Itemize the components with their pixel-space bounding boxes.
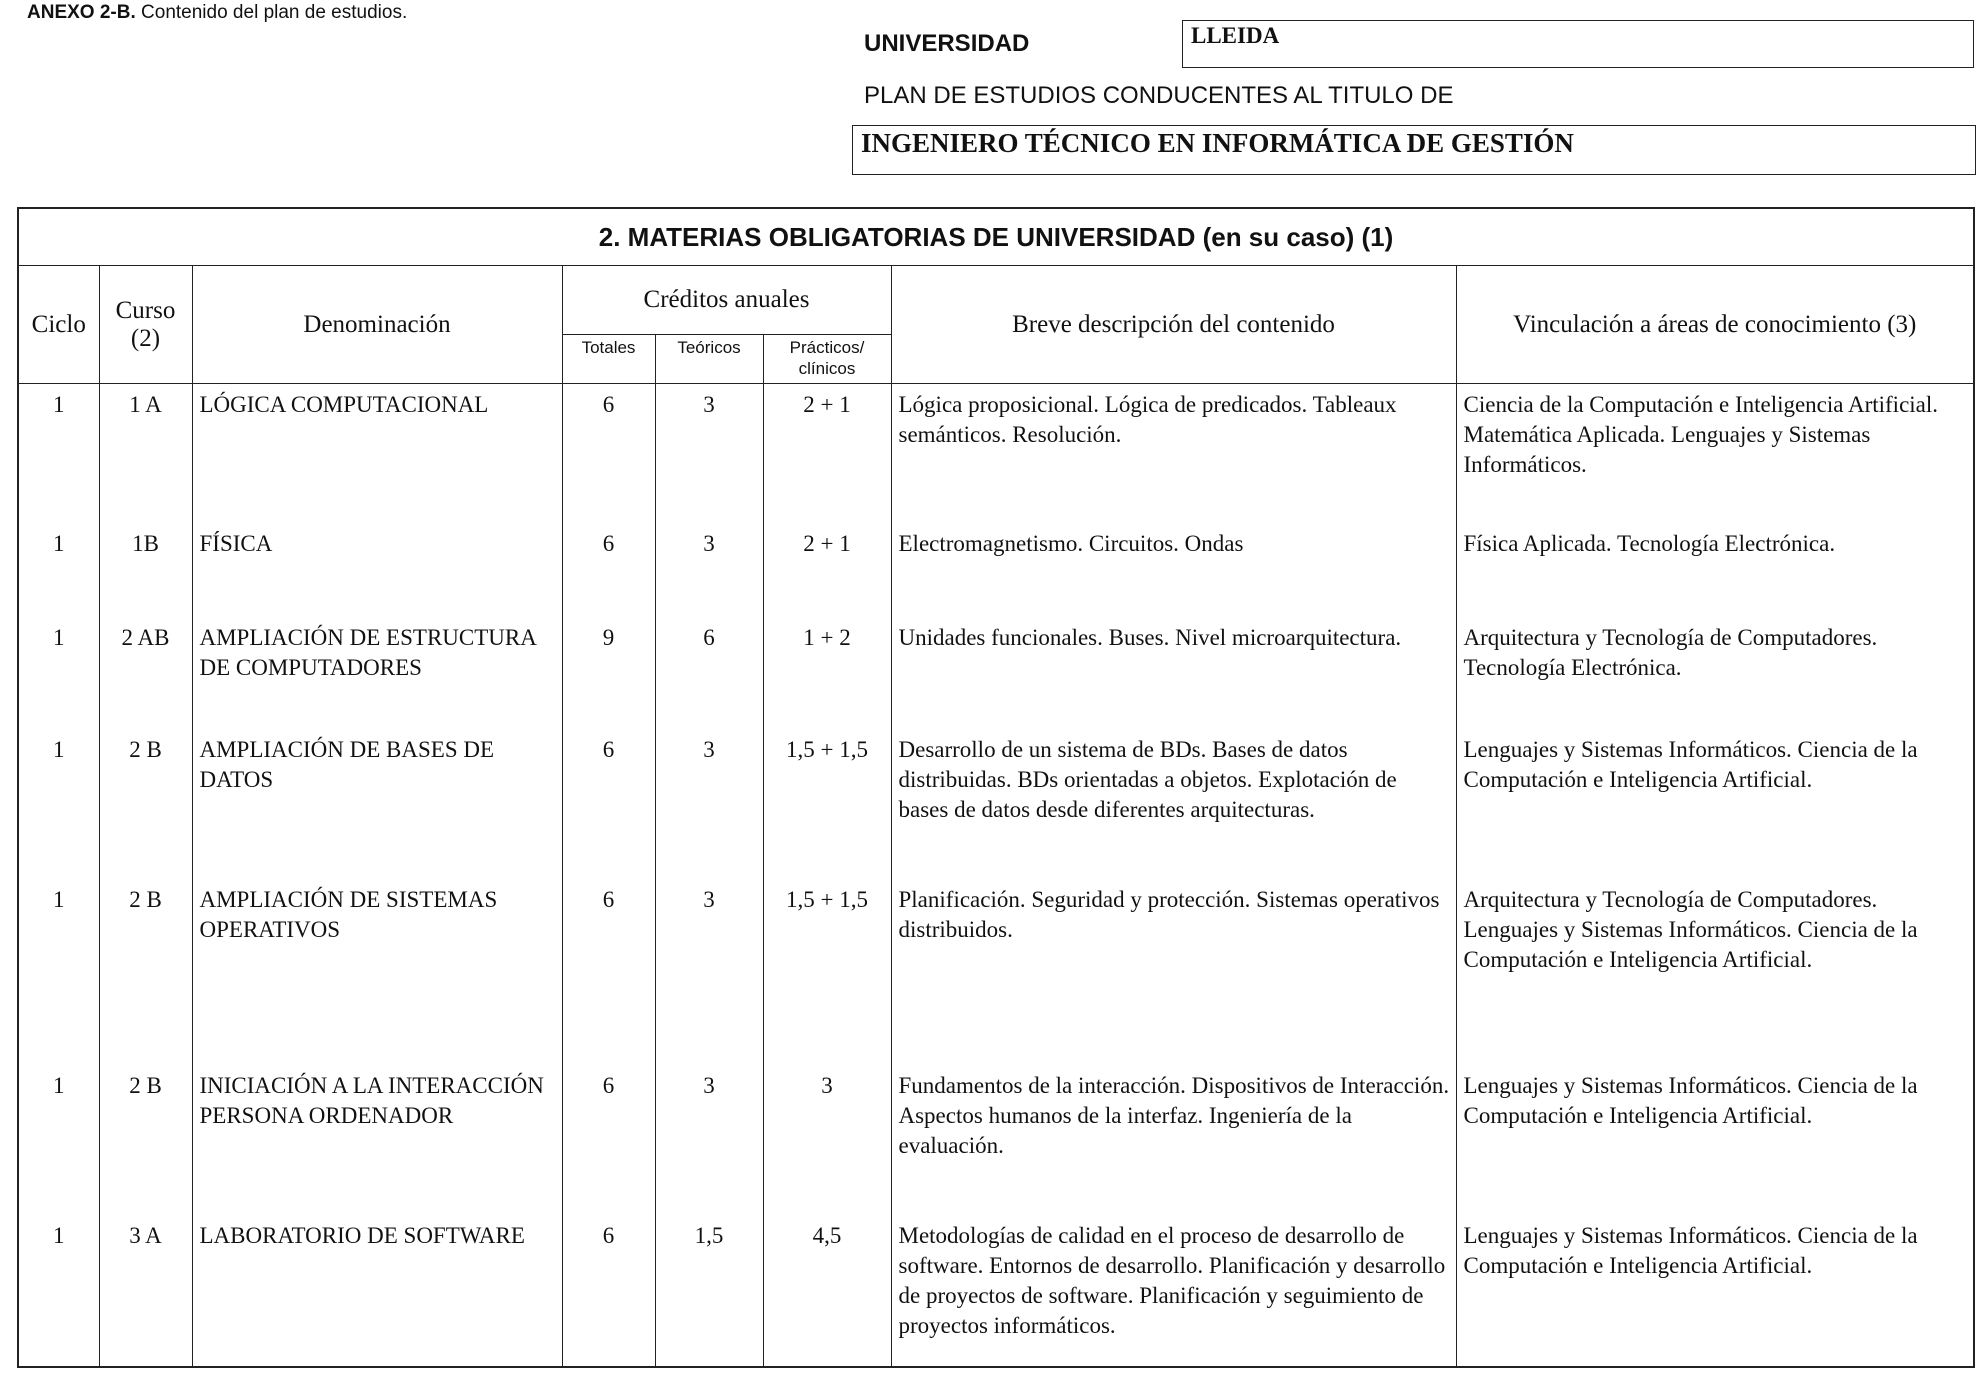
cell-teoricos: 6 bbox=[655, 617, 763, 729]
cell-denominacion: AMPLIACIÓN DE SISTEMAS OPERATIVOS bbox=[192, 879, 562, 1065]
annex-heading bbox=[27, 2, 407, 24]
cell-vinculacion: Arquitectura y Tecnología de Computadores. Tecnología Electrónica. bbox=[1456, 617, 1974, 729]
cell-totales: 9 bbox=[562, 617, 655, 729]
header-ciclo: Ciclo bbox=[18, 266, 99, 384]
cell-teoricos: 3 bbox=[655, 729, 763, 879]
cell-practicos: 1,5 + 1,5 bbox=[763, 879, 891, 1065]
cell-teoricos: 1,5 bbox=[655, 1215, 763, 1367]
cell-descripcion: Fundamentos de la interacción. Dispositivos de Interacción. Aspectos humanos de la interfaz. Ingeniería de la evaluación. bbox=[891, 1065, 1456, 1215]
cell-descripcion: Desarrollo de un sistema de BDs. Bases de datos distribuidas. BDs orientadas a objetos. Explotación de bases de datos desde diferentes arquitecturas. bbox=[891, 729, 1456, 879]
cell-descripcion: Planificación. Seguridad y protección. Sistemas operativos distribuidos. bbox=[891, 879, 1456, 1065]
table-row bbox=[18, 384, 1974, 523]
header-curso-label: Curso bbox=[115, 296, 176, 324]
cell-practicos: 3 bbox=[763, 1065, 891, 1215]
cell-descripcion: Electromagnetismo. Circuitos. Ondas bbox=[891, 523, 1456, 617]
header-descripcion: Breve descripción del contenido bbox=[891, 266, 1456, 384]
plan-label: PLAN DE ESTUDIOS CONDUCENTES AL TITULO DE bbox=[864, 82, 1454, 109]
cell-teoricos: 3 bbox=[655, 384, 763, 523]
cell-curso: 1B bbox=[99, 523, 192, 617]
header-totales: Totales bbox=[562, 335, 655, 384]
university-label: UNIVERSIDAD bbox=[864, 30, 1030, 57]
degree-field bbox=[852, 125, 1976, 175]
cell-denominacion: INICIACIÓN A LA INTERACCIÓN PERSONA ORDENADOR bbox=[192, 1065, 562, 1215]
annex-label: ANEXO 2-B. bbox=[27, 2, 136, 23]
cell-vinculacion: Arquitectura y Tecnología de Computadores. Lenguajes y Sistemas Informáticos. Ciencia de la Computación e Inteligencia Artificial. bbox=[1456, 879, 1974, 1065]
cell-totales: 6 bbox=[562, 1065, 655, 1215]
cell-teoricos: 3 bbox=[655, 879, 763, 1065]
cell-totales: 6 bbox=[562, 1215, 655, 1367]
cell-ciclo: 1 bbox=[18, 523, 99, 617]
cell-denominacion: AMPLIACIÓN DE ESTRUCTURA DE COMPUTADORES bbox=[192, 617, 562, 729]
cell-ciclo: 1 bbox=[18, 1065, 99, 1215]
annex-text: Contenido del plan de estudios. bbox=[135, 2, 408, 23]
table-row bbox=[18, 729, 1974, 879]
cell-curso: 2 B bbox=[99, 729, 192, 879]
cell-teoricos: 3 bbox=[655, 1065, 763, 1215]
header-practicos: Prácticos/ clínicos bbox=[763, 335, 891, 384]
cell-practicos: 4,5 bbox=[763, 1215, 891, 1367]
cell-practicos: 2 + 1 bbox=[763, 384, 891, 523]
cell-descripcion: Metodologías de calidad en el proceso de desarrollo de software. Entornos de desarrollo. Planificación y desarrollo de proyectos de software. Planificación y seguimiento de proyectos informáticos. bbox=[891, 1215, 1456, 1367]
cell-curso: 2 B bbox=[99, 879, 192, 1065]
cell-vinculacion: Física Aplicada. Tecnología Electrónica. bbox=[1456, 523, 1974, 617]
cell-curso: 2 B bbox=[99, 1065, 192, 1215]
cell-ciclo: 1 bbox=[18, 729, 99, 879]
cell-descripcion: Lógica proposicional. Lógica de predicados. Tableaux semánticos. Resolución. bbox=[891, 384, 1456, 523]
cell-curso: 1 A bbox=[99, 384, 192, 523]
table-row bbox=[18, 879, 1974, 1065]
table-row bbox=[18, 1065, 1974, 1215]
cell-totales: 6 bbox=[562, 384, 655, 523]
header-curso-note: (2) bbox=[130, 324, 161, 352]
university-field bbox=[1182, 20, 1974, 68]
cell-totales: 6 bbox=[562, 729, 655, 879]
cell-practicos: 2 + 1 bbox=[763, 523, 891, 617]
cell-descripcion: Unidades funcionales. Buses. Nivel microarquitectura. bbox=[891, 617, 1456, 729]
cell-ciclo: 1 bbox=[18, 879, 99, 1065]
cell-curso: 2 AB bbox=[99, 617, 192, 729]
table-row bbox=[18, 523, 1974, 617]
header-vinculacion: Vinculación a áreas de conocimiento (3) bbox=[1456, 266, 1974, 384]
table-row bbox=[18, 1215, 1974, 1367]
cell-ciclo: 1 bbox=[18, 384, 99, 523]
cell-ciclo: 1 bbox=[18, 1215, 99, 1367]
cell-denominacion: LÓGICA COMPUTACIONAL bbox=[192, 384, 562, 523]
header-denominacion: Denominación bbox=[192, 266, 562, 384]
cell-ciclo: 1 bbox=[18, 617, 99, 729]
cell-denominacion: LABORATORIO DE SOFTWARE bbox=[192, 1215, 562, 1367]
cell-vinculacion: Lenguajes y Sistemas Informáticos. Ciencia de la Computación e Inteligencia Artificial. bbox=[1456, 1065, 1974, 1215]
section-title: 2. MATERIAS OBLIGATORIAS DE UNIVERSIDAD (en su caso) (1) bbox=[18, 208, 1974, 266]
university-value: LLEIDA bbox=[1191, 23, 1280, 48]
cell-curso: 3 A bbox=[99, 1215, 192, 1367]
cell-totales: 6 bbox=[562, 523, 655, 617]
cell-vinculacion: Lenguajes y Sistemas Informáticos. Ciencia de la Computación e Inteligencia Artificial. bbox=[1456, 1215, 1974, 1367]
header-creditos: Créditos anuales bbox=[562, 266, 891, 335]
cell-totales: 6 bbox=[562, 879, 655, 1065]
cell-practicos: 1,5 + 1,5 bbox=[763, 729, 891, 879]
cell-denominacion: FÍSICA bbox=[192, 523, 562, 617]
header-teoricos: Teóricos bbox=[655, 335, 763, 384]
table-row bbox=[18, 617, 1974, 729]
cell-vinculacion: Lenguajes y Sistemas Informáticos. Ciencia de la Computación e Inteligencia Artificial. bbox=[1456, 729, 1974, 879]
subjects-table bbox=[17, 207, 1975, 1368]
degree-value: INGENIERO TÉCNICO EN INFORMÁTICA DE GESTIÓN bbox=[861, 128, 1574, 158]
cell-teoricos: 3 bbox=[655, 523, 763, 617]
cell-vinculacion: Ciencia de la Computación e Inteligencia Artificial. Matemática Aplicada. Lenguajes y Sistemas Informáticos. bbox=[1456, 384, 1974, 523]
cell-practicos: 1 + 2 bbox=[763, 617, 891, 729]
header-curso bbox=[99, 266, 192, 384]
cell-denominacion: AMPLIACIÓN DE BASES DE DATOS bbox=[192, 729, 562, 879]
